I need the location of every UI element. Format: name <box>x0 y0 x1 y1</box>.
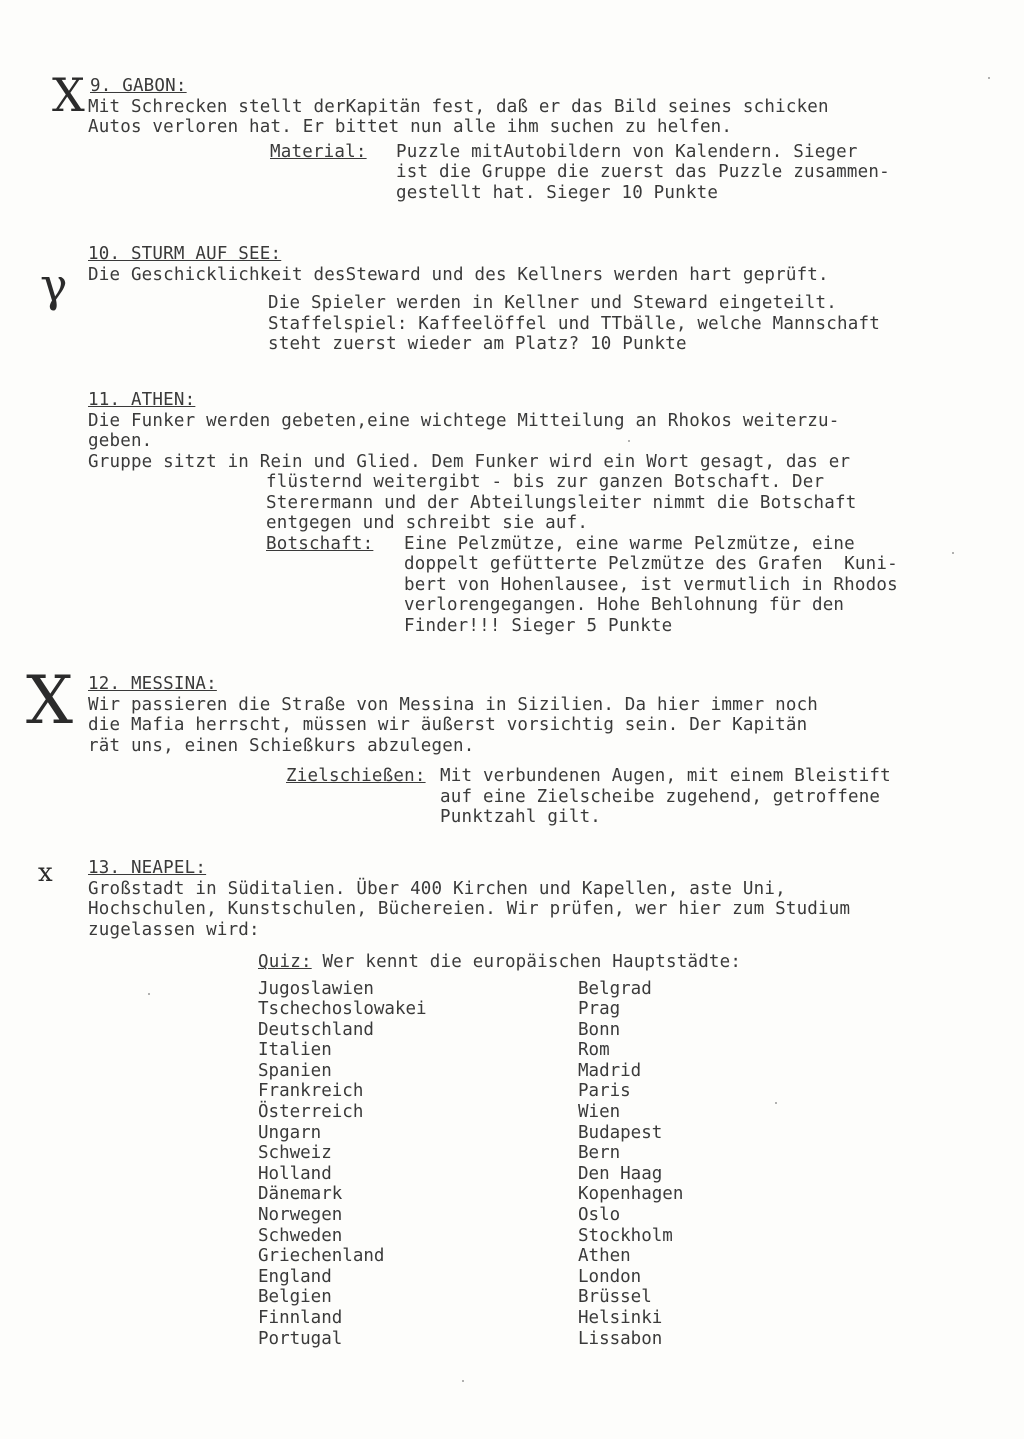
section-heading: 9. GABON: <box>90 76 187 96</box>
section-heading: 12. MESSINA: <box>88 674 217 694</box>
quiz-row <box>258 1164 683 1185</box>
scan-speck <box>148 993 150 995</box>
quiz-row <box>258 999 683 1020</box>
quiz-row <box>258 1081 683 1102</box>
quiz-row <box>258 1267 683 1288</box>
section-11 <box>88 390 998 638</box>
capital-cell: Budapest <box>578 1122 663 1143</box>
capital-cell: Kopenhagen <box>578 1184 684 1205</box>
scan-speck <box>462 1380 464 1382</box>
text-line: die Mafia herrscht, müssen wir äußerst vorsichtig sein. Der Kapitän <box>88 715 808 735</box>
text-line: Puzzle mitAutobildern von Kalendern. Sieger <box>396 141 858 162</box>
text-line: Die Spieler werden in Kellner und Steward eingeteilt. <box>268 293 838 313</box>
quiz-row <box>258 1020 683 1041</box>
capital-cell: Oslo <box>578 1205 621 1226</box>
material-label: Material: <box>270 141 367 162</box>
country-cell: Frankreich <box>258 1081 364 1102</box>
text-line: entgegen und schreibt sie auf. <box>266 513 589 533</box>
section-heading: 11. ATHEN: <box>88 390 196 410</box>
text-line: geben. <box>88 431 153 451</box>
quiz-row <box>258 1329 683 1350</box>
text-line: Sterermann und der Abteilungsleiter nimmt die Botschaft <box>266 492 857 513</box>
text-line: Punktzahl gilt. <box>440 807 602 827</box>
text-line: auf eine Zielscheibe zugehend, getroffene <box>440 786 881 807</box>
text-line: Die Geschicklichkeit desSteward und des Kellners werden hart geprüft. <box>88 264 829 285</box>
text-line: Mit Schrecken stellt derKapitän fest, daß er das Bild seines schicken <box>88 96 829 117</box>
quiz-row <box>258 1226 683 1247</box>
quiz-row <box>258 1061 683 1082</box>
quiz-row <box>258 1102 683 1123</box>
capital-cell: Athen <box>578 1246 631 1267</box>
text-line: Eine Pelzmütze, eine warme Pelzmütze, eine <box>404 533 855 554</box>
capital-cell: Belgrad <box>578 978 652 999</box>
country-cell: Griechenland <box>258 1246 385 1267</box>
quiz-row <box>258 1246 683 1267</box>
handwritten-check-mark: γ <box>40 258 68 312</box>
text-line: verlorengegangen. Hohe Behlohnung für den <box>404 595 845 615</box>
text-line: Mit verbundenen Augen, mit einem Bleistift <box>440 766 891 786</box>
quiz-label: Quiz: <box>258 952 312 972</box>
country-cell: Dänemark <box>258 1184 343 1205</box>
quiz-row <box>258 1143 683 1164</box>
capital-cell: Rom <box>578 1040 610 1061</box>
country-cell: Tschechoslowakei <box>258 999 427 1020</box>
country-cell: Deutschland <box>258 1019 374 1040</box>
capital-cell: Prag <box>578 999 621 1020</box>
country-cell: Österreich <box>258 1102 364 1123</box>
scan-speck <box>988 77 990 79</box>
capital-cell: London <box>578 1266 642 1287</box>
quiz-title-line <box>258 952 998 973</box>
quiz-row <box>258 1040 683 1061</box>
country-cell: Spanien <box>258 1060 332 1081</box>
capital-cell: Lissabon <box>578 1328 663 1349</box>
capitals-table <box>258 979 683 1350</box>
text-line: steht zuerst wieder am Platz? 10 Punkte <box>268 334 687 354</box>
scan-speck <box>628 440 630 442</box>
zielschiessen-label: Zielschießen: <box>286 766 426 786</box>
country-cell: England <box>258 1266 332 1287</box>
quiz-row <box>258 1184 683 1205</box>
text-line: Großstadt in Süditalien. Über 400 Kirchen und Kapellen, aste Uni, <box>88 878 786 899</box>
text-line: bert von Hohenlausee, ist vermutlich in Rhodos <box>404 574 898 595</box>
text-line: ist die Gruppe die zuerst das Puzzle zusammen- <box>396 162 890 182</box>
capital-cell: Den Haag <box>578 1163 663 1184</box>
country-cell: Italien <box>258 1040 332 1061</box>
country-cell: Jugoslawien <box>258 978 374 999</box>
capital-cell: Bern <box>578 1143 621 1164</box>
capital-cell: Madrid <box>578 1060 642 1081</box>
capital-cell: Brüssel <box>578 1287 652 1308</box>
scan-speck <box>952 552 954 554</box>
text-line: zugelassen wird: <box>88 919 260 940</box>
country-cell: Ungarn <box>258 1122 322 1143</box>
section-heading: 13. NEAPEL: <box>88 858 207 878</box>
section-13 <box>88 858 998 1349</box>
handwritten-x-mark: X <box>26 662 73 739</box>
handwritten-x-mark: x <box>38 858 53 888</box>
capital-cell: Helsinki <box>578 1308 663 1328</box>
quiz-row <box>258 1205 683 1226</box>
text-line: rät uns, einen Schießkurs abzulegen. <box>88 735 475 756</box>
handwritten-x-mark: X <box>52 68 85 122</box>
text-line: Autos verloren hat. Er bittet nun alle ihm suchen zu helfen. <box>88 117 733 137</box>
capital-cell: Bonn <box>578 1019 621 1040</box>
country-cell: Norwegen <box>258 1205 343 1226</box>
quiz-row <box>258 979 683 1000</box>
country-cell: Finnland <box>258 1308 343 1328</box>
text-line: Gruppe sitzt in Rein und Glied. Dem Funker wird ein Wort gesagt, das er <box>88 451 851 472</box>
country-cell: Belgien <box>258 1287 332 1308</box>
section-9 <box>88 76 998 204</box>
country-cell: Schweden <box>258 1225 343 1246</box>
section-heading: 10. STURM AUF SEE: <box>88 244 282 264</box>
scan-speck <box>775 1102 777 1104</box>
capital-cell: Wien <box>578 1102 621 1123</box>
text-line: Die Funker werden gebeten,eine wichtege Mitteilung an Rhokos weiterzu- <box>88 410 840 431</box>
capital-cell: Stockholm <box>578 1225 673 1246</box>
quiz-title: Wer kennt die europäischen Hauptstädte: <box>322 952 742 972</box>
country-cell: Holland <box>258 1163 332 1184</box>
section-12 <box>88 674 998 828</box>
country-cell: Portugal <box>258 1328 343 1349</box>
text-line: flüsternd weitergibt - bis zur ganzen Botschaft. Der <box>266 472 825 492</box>
country-cell: Schweiz <box>258 1143 332 1164</box>
quiz-row <box>258 1287 683 1308</box>
text-line: Staffelspiel: Kaffeelöffel und TTbälle, welche Mannschaft <box>268 313 880 334</box>
section-10 <box>88 244 998 355</box>
botschaft-label: Botschaft: <box>266 533 374 554</box>
text-line: Wir passieren die Straße von Messina in Sizilien. Da hier immer noch <box>88 694 819 715</box>
quiz-row <box>258 1123 683 1144</box>
text-line: Finder!!! Sieger 5 Punkte <box>404 615 673 636</box>
text-line: Hochschulen, Kunstschulen, Büchereien. Wir prüfen, wer hier zum Studium <box>88 899 851 919</box>
quiz-row <box>258 1308 683 1329</box>
text-line: doppelt gefütterte Pelzmütze des Grafen Kuni- <box>404 554 898 574</box>
capital-cell: Paris <box>578 1081 631 1102</box>
text-line: gestellt hat. Sieger 10 Punkte <box>396 182 719 203</box>
